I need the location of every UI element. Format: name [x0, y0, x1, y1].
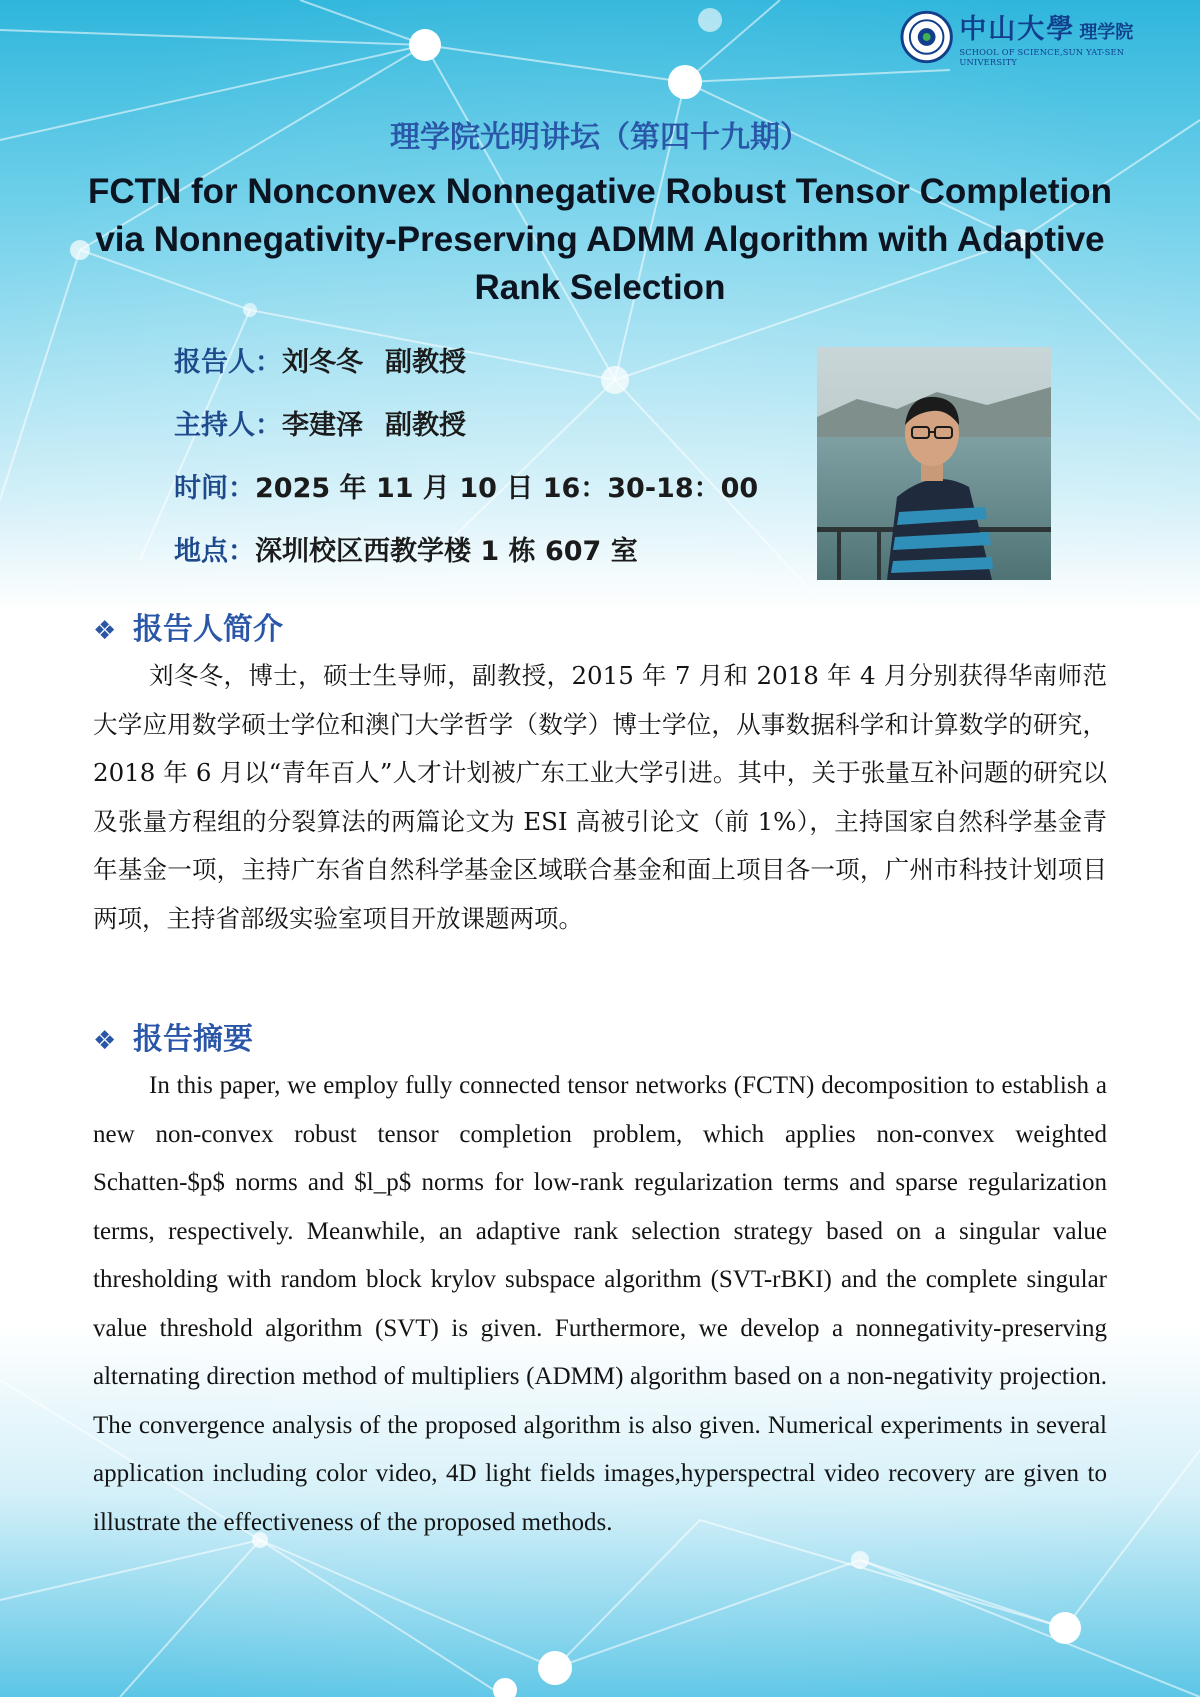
talk-title: FCTN for Nonconvex Nonnegative Robust Tensor Completion via Nonnegativity-Preserving ADMM Algorithm with Adaptive Rank Selection: [87, 172, 1113, 307]
university-logo: [900, 6, 1182, 68]
bio-heading-text: 报告人简介: [133, 612, 283, 647]
abstract-heading-text: 报告摘要: [133, 1022, 253, 1057]
location-value: 深圳校区西教学楼 1 栋 607 室: [255, 536, 638, 567]
abstract-heading: [93, 1014, 253, 1058]
host-row: [174, 403, 758, 466]
speaker-row: [174, 340, 758, 403]
speaker-title: 副教授: [385, 347, 466, 378]
school-name: 理学院: [1079, 22, 1134, 43]
location-row: [174, 529, 758, 592]
talk-info: [174, 340, 758, 592]
location-label: 地点：: [174, 536, 255, 567]
speaker-photo: [817, 347, 1051, 580]
university-seal-icon: [900, 10, 953, 64]
speaker-portrait-image: [817, 347, 1051, 580]
speaker-name: 刘冬冬: [282, 347, 363, 378]
time-value: 2025 年 11 月 10 日 16：30-18：00: [255, 473, 759, 504]
bio-text: 刘冬冬，博士，硕士生导师，副教授，2015 年 7 月和 2018 年 4 月分别获得华南师范大学应用数学硕士学位和澳门大学哲学（数学）博士学位，从事数据科学和计算数学的研究，2018 年 6 月以“青年百人”人才计划被广东工业大学引进。其中，关于张量互补问题的研究以及张量方程组的分裂算法的两篇论文为 ESI 高被引论文（前 1%），主持国家自然科学基金青年基金一项，主持广东省自然科学基金区域联合基金和面上项目各一项，广州市科技计划项目两项，主持省部级实验室项目开放课题两项。: [93, 661, 1107, 933]
host-title: 副教授: [385, 410, 466, 441]
school-english-name: SCHOOL OF SCIENCE,SUN YAT-SEN UNIVERSITY: [959, 47, 1125, 67]
diamond-bullet-icon: ❖: [93, 1026, 117, 1056]
series-title: 理学院光明讲坛（第四十九期）: [390, 120, 810, 155]
speaker-label: 报告人：: [174, 347, 282, 378]
host-name: 李建泽: [282, 410, 363, 441]
time-label: 时间：: [174, 473, 255, 504]
diamond-bullet-icon: ❖: [93, 616, 117, 646]
host-label: 主持人：: [174, 410, 282, 441]
university-name: 中山大學: [959, 14, 1076, 45]
bio-heading: [93, 604, 283, 648]
abstract-text: In this paper, we employ fully connected tensor networks (FCTN) decomposition to establish a new non-convex robust tensor completion problem, which applies non-convex weighted Schatten-$p$ norms and $l_p$ norms for low-rank regularization terms and sparse regularization terms, respectively. Meanwhile, an adaptive rank selection strategy based on a singular value thresholding with random block krylov subspace algorithm (SVT-rBKI) and the complete singular value threshold algorithm (SVT) is given. Furthermore, we develop a nonnegativity-preserving alternating direction method of multipliers (ADMM) algorithm based on a non-negativity projection. The convergence analysis of the proposed algorithm is also given. Numerical experiments in several application including color video, 4D light fields images,hyperspectral video recovery are given to illustrate the effectiveness of the proposed methods.: [93, 1072, 1107, 1536]
time-row: [174, 466, 758, 529]
